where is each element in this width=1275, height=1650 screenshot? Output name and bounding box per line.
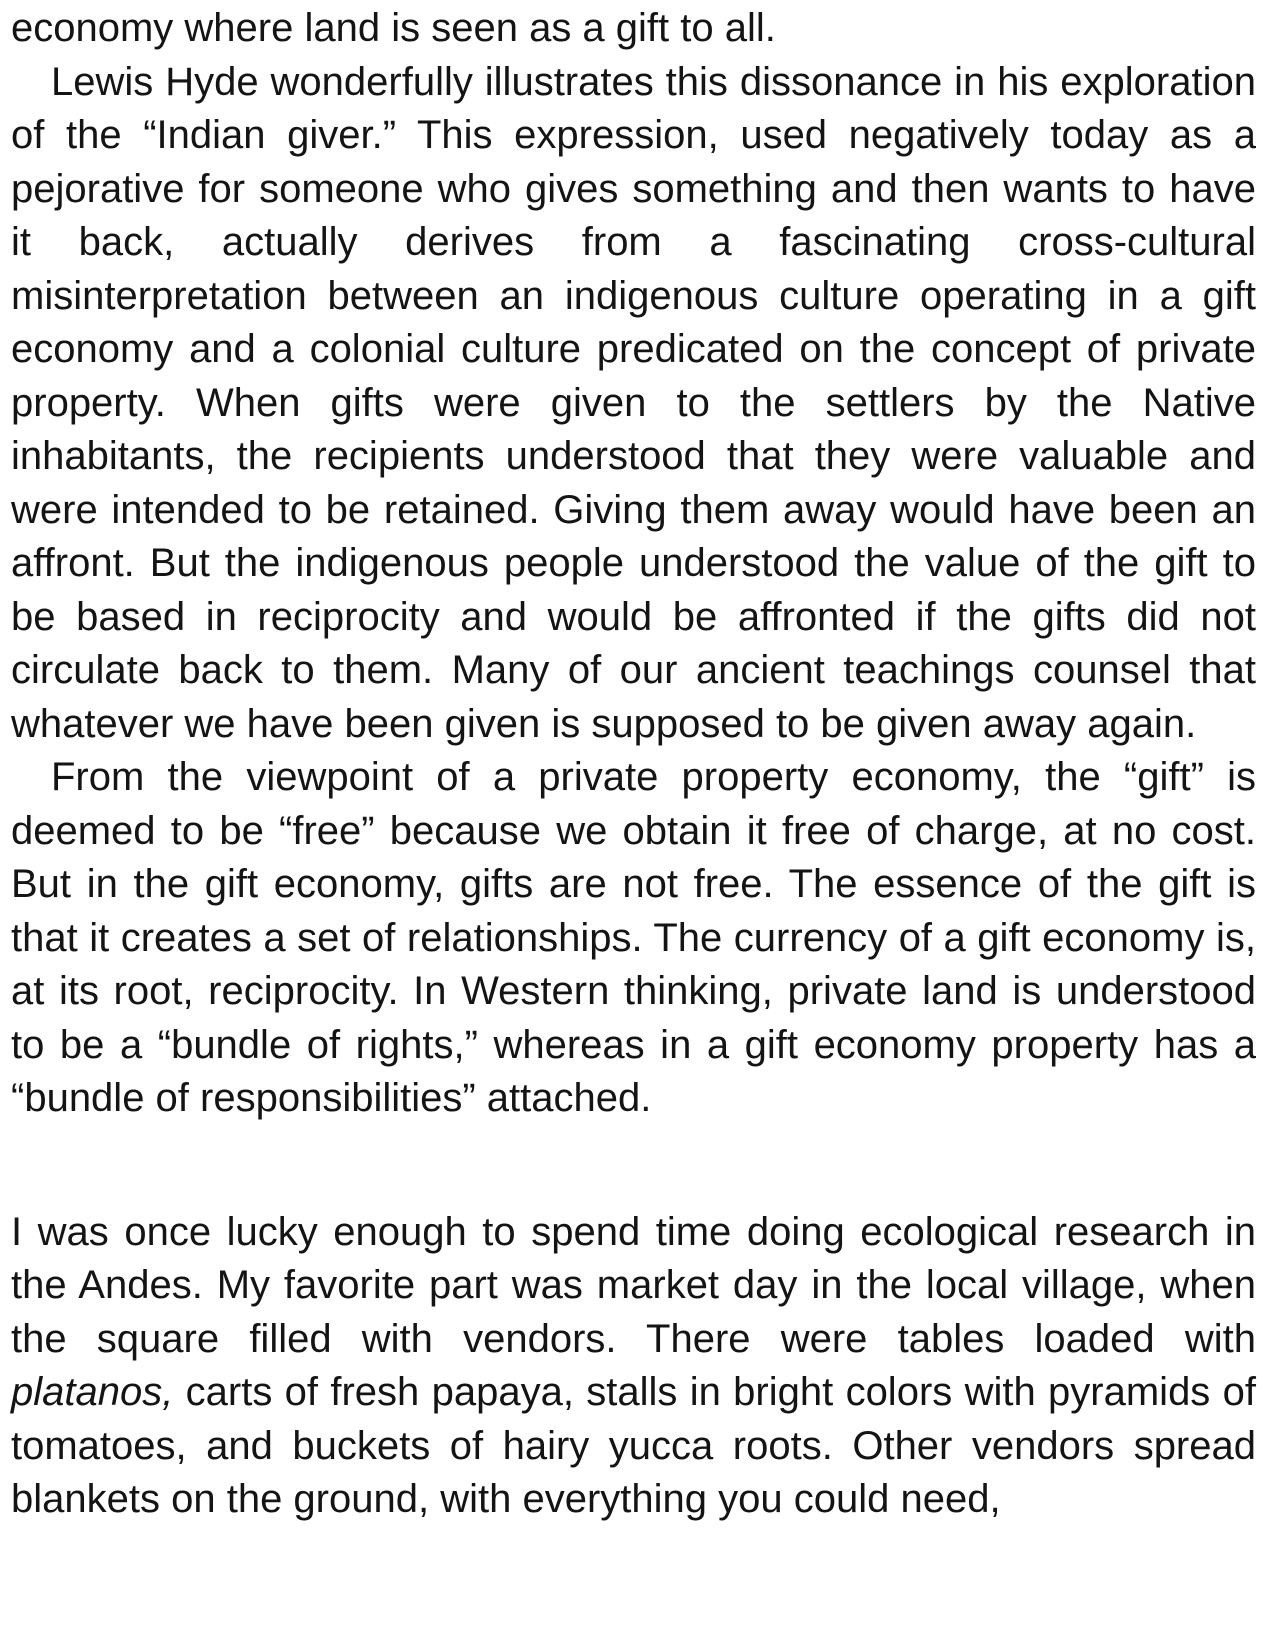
paragraph-indian-giver [11, 56, 1256, 752]
text-segment: From the viewpoint of a private property economy, the “gift” is deemed to be “free” because we obtain it free of charge, at no cost. But in the gift economy, gifts are not free. The essence of the gift is that it creates a set of relationships. The currency of a gift economy is, at its root, reciprocity. In Western thinking, private land is understood to be a “bundle of rights,” whereas in a gift economy property has a “bundle of responsibilities” attached. [11, 755, 1256, 1120]
text-segment: Lewis Hyde wonderfully illustrates this dissonance in his exploration of the “Indian giver.” This expression, used negatively today as a pejorative for someone who gives something and then wants to have it back, actually derives from a fascinating cross-cultural misinterpretation between an indigenous culture operating in a gift economy and a colonial culture predicated on the concept of private property. When gifts were given to the settlers by the Native inhabitants, the recipients understood that they were valuable and were intended to be retained. Giving them away would have been an affront. But the indigenous people understood the value of the gift to be based in reciprocity and would be affronted if the gifts did not circulate back to them. Many of our ancient teachings counsel that whatever we have been given is supposed to be given away again. [11, 59, 1256, 746]
italic-text-segment: platanos, [11, 1370, 174, 1414]
paragraph-continuation [11, 2, 1256, 56]
document-page [11, 2, 1256, 1527]
paragraph-andes-market [11, 1206, 1256, 1527]
text-segment: economy where land is seen as a gift to all. [11, 6, 776, 50]
section-break [11, 1126, 1256, 1206]
text-segment: carts of fresh papaya, stalls in bright colors with pyramids of tomatoes, and buckets of hairy yucca roots. Other vendors spread blankets on the ground, with everything you could need, [11, 1370, 1256, 1521]
paragraph-gift-economy [11, 751, 1256, 1126]
text-segment: I was once lucky enough to spend time doing ecological research in the Andes. My favorite part was market day in the local village, when the square filled with vendors. There were tables loaded with [11, 1209, 1256, 1361]
